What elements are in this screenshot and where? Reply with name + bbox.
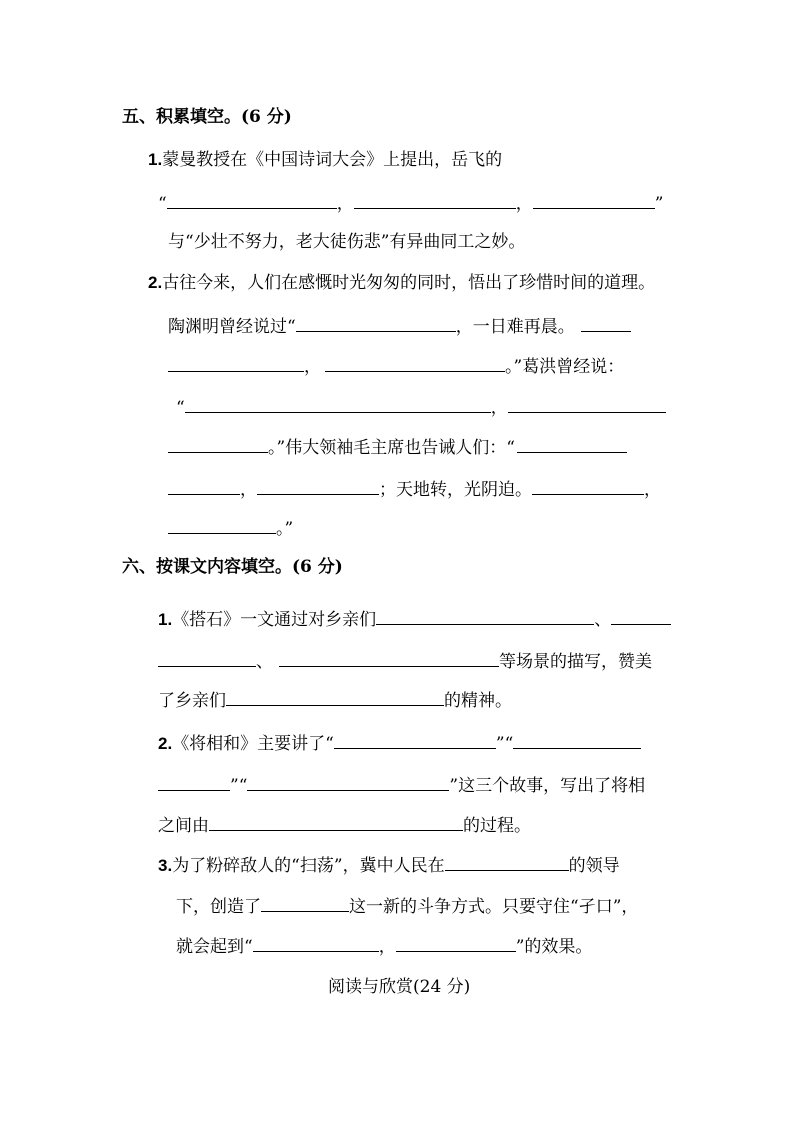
fill-blank[interactable] <box>611 608 671 625</box>
text: ， <box>304 357 321 377</box>
fill-blank[interactable] <box>396 935 516 952</box>
fill-blank[interactable] <box>253 935 379 952</box>
text: 这一新的斗争方式。只要守住“孑口”， <box>349 897 639 917</box>
fill-blank[interactable] <box>168 517 276 534</box>
text: 。” <box>276 519 294 539</box>
text: 下，创造了 <box>176 897 261 917</box>
fill-blank[interactable] <box>532 478 644 495</box>
text: 了乡亲们 <box>158 691 226 711</box>
s6-q3-line2 <box>176 895 638 918</box>
fill-blank[interactable] <box>325 355 505 372</box>
fill-blank[interactable] <box>581 315 631 332</box>
text: ”“ <box>495 734 514 754</box>
fill-blank[interactable] <box>261 895 349 912</box>
s5-q2-line5 <box>168 436 627 459</box>
section-6-heading: 六、按课文内容填空。(6 分) <box>122 557 343 577</box>
text: ， <box>378 937 396 957</box>
s6-q2-line1 <box>158 732 641 755</box>
s6-q3-line3 <box>176 935 592 958</box>
fill-blank[interactable] <box>279 650 499 667</box>
fill-blank[interactable] <box>354 192 516 209</box>
fill-blank[interactable] <box>226 689 444 706</box>
s5-q2-number: 2. <box>148 273 163 292</box>
text: 《将相和》主要讲了“ <box>172 734 334 754</box>
reading-section-title: 阅读与欣赏(24 分) <box>328 977 471 997</box>
section-5-heading: 五、积累填空。(6 分) <box>122 107 292 127</box>
s6-q2-line2 <box>158 774 645 797</box>
text: 陶渊明曾经说过“ <box>168 317 296 337</box>
text: ， <box>490 398 508 418</box>
s5-q2-line7 <box>168 517 293 540</box>
fill-blank[interactable] <box>185 396 491 413</box>
s6-q3-number: 3. <box>158 856 173 875</box>
text: 等场景的描写，赞美 <box>499 652 652 672</box>
comma: ， <box>515 194 533 214</box>
text: 《搭石》一文通过对乡亲们 <box>172 610 377 630</box>
text: ， <box>240 480 257 500</box>
text: 的领导 <box>568 856 620 876</box>
text: 为了粉碎敌人的“扫荡”，冀中人民在 <box>172 856 445 876</box>
text: 之间由 <box>158 816 209 836</box>
comma: ， <box>336 194 354 214</box>
s5-q2-line1 <box>148 272 655 294</box>
fill-blank[interactable] <box>533 192 655 209</box>
s5-q2-line2 <box>168 315 631 338</box>
s5-q2-line3 <box>168 355 624 378</box>
text: 、 <box>594 610 612 630</box>
fill-blank[interactable] <box>508 396 666 413</box>
s5-q1-text: 蒙曼教授在《中国诗词大会》上提出，岳飞的 <box>162 150 503 170</box>
fill-blank[interactable] <box>158 650 256 667</box>
s5-q2-line4 <box>176 396 666 419</box>
s6-q2-number: 2. <box>158 734 173 753</box>
fill-blank[interactable] <box>209 814 463 831</box>
fill-blank[interactable] <box>517 436 627 453</box>
fill-blank[interactable] <box>334 732 496 749</box>
s6-q1-line3 <box>158 689 512 712</box>
text: 就会起到“ <box>176 937 253 957</box>
fill-blank[interactable] <box>168 478 240 495</box>
fill-blank[interactable] <box>167 192 337 209</box>
s6-q2-line3 <box>158 814 531 837</box>
s6-q1-number: 1. <box>158 610 173 629</box>
fill-blank[interactable] <box>257 478 379 495</box>
fill-blank[interactable] <box>296 315 456 332</box>
fill-blank[interactable] <box>376 608 594 625</box>
s5-q1-line2 <box>158 192 663 215</box>
s6-q1-line2 <box>158 650 652 673</box>
fill-blank[interactable] <box>168 436 268 453</box>
s5-q2-text: 古往今来，人们在感慨时光匆匆的同时，悟出了珍惜时间的道理。 <box>162 273 656 293</box>
text: 的精神。 <box>444 691 512 711</box>
fill-blank[interactable] <box>247 774 449 791</box>
text: ”“ <box>230 776 248 796</box>
s5-q1-line3: 与“少壮不努力，老大徒伤悲”有异曲同工之妙。 <box>168 232 526 252</box>
text: ， <box>644 480 661 500</box>
close-quote: ” <box>654 194 664 214</box>
s5-q1-line1 <box>148 149 502 171</box>
fill-blank[interactable] <box>168 355 304 372</box>
fill-blank[interactable] <box>158 774 230 791</box>
text: 、 <box>256 652 273 672</box>
text: 的过程。 <box>463 816 531 836</box>
text: 。”伟大领袖毛主席也告诫人们：“ <box>268 438 515 458</box>
text: ；天地转，光阴迫。 <box>379 480 532 500</box>
text: ”的效果。 <box>515 937 593 957</box>
text: “ <box>176 398 185 418</box>
text: ”这三个故事，写出了将相 <box>449 776 646 796</box>
s6-q1-line1 <box>158 608 671 631</box>
fill-blank[interactable] <box>513 732 641 749</box>
open-quote: “ <box>158 194 167 214</box>
text: ，一日难再晨。 <box>455 317 575 337</box>
s5-q1-number: 1. <box>148 150 163 169</box>
s6-q3-line1 <box>158 854 620 877</box>
text: 。”葛洪曾经说： <box>505 357 625 377</box>
fill-blank[interactable] <box>445 854 569 871</box>
s5-q2-line6 <box>168 478 661 501</box>
